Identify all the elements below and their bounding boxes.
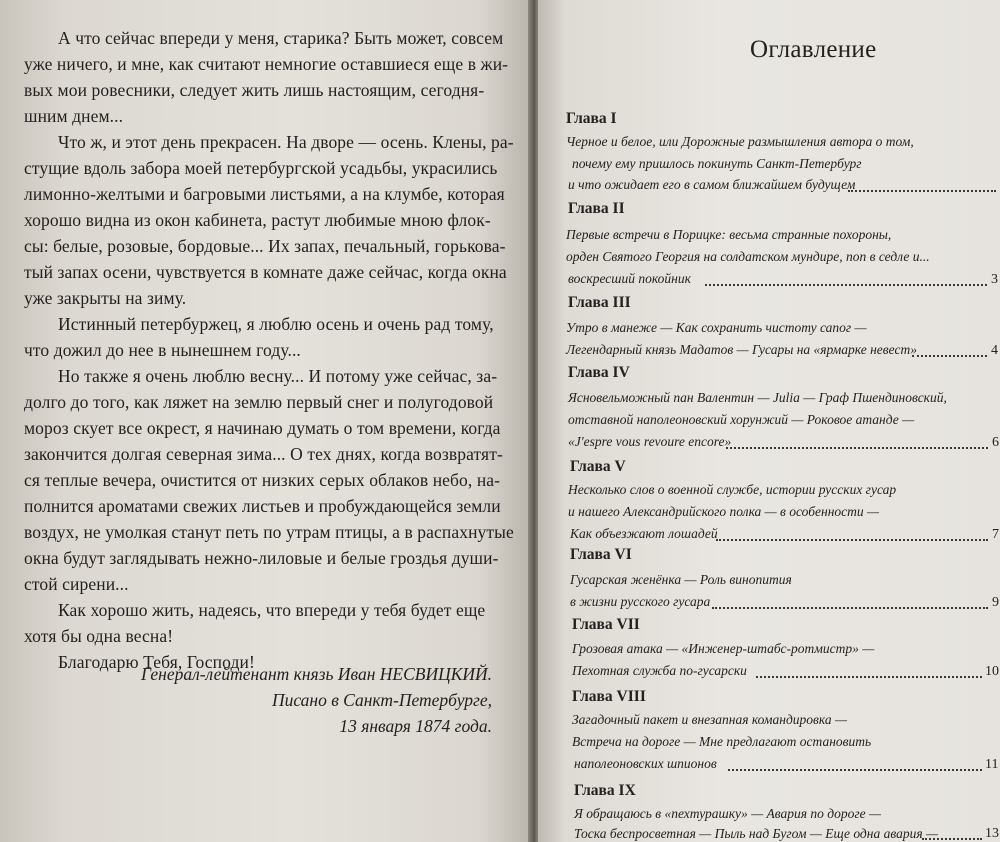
toc-page-number: 9 — [992, 595, 999, 610]
toc-chapter-line: Ясновельможный пан Валентин — Julia — Граф Пшендиновский, — [568, 390, 947, 405]
toc-chapter-line: и что ожидает его в самом ближайшем будущем — [568, 177, 856, 192]
toc-chapter-line: Несколько слов о военной службе, истории русских гусар — [568, 482, 897, 497]
toc-leader-dots — [726, 447, 988, 449]
toc-leader-dots — [912, 355, 987, 357]
text-line: А что сейчас впереди у меня, старика? Быть может, совсем — [58, 28, 504, 48]
toc-chapter-title: Глава VII — [572, 616, 640, 633]
toc-chapter-title: Глава III — [568, 294, 631, 311]
text-line: хорошо видна из окон кабинета, растут любимые мною флок- — [24, 210, 491, 230]
text-line: Благодарю Тебя, Господи! — [58, 652, 255, 672]
toc-page-number: 3 — [991, 272, 998, 287]
toc-leader-dots — [922, 838, 982, 840]
toc-chapter-line: воскресший покойник — [568, 271, 691, 286]
toc-chapter-line: Загадочный пакет и внезапная командировка — — [572, 712, 848, 727]
toc-leader-dots — [728, 769, 982, 771]
text-line: вых мои ровесники, следует жить лишь настоящим, сегодня- — [24, 80, 485, 100]
toc-chapter-line: отставной наполеоновский хорунжий — Роковое атанде — — [568, 412, 915, 427]
toc-chapter-title: Глава V — [570, 458, 626, 475]
toc-chapter-line: Черное и белое, или Дорожные размышления автора о том, — [566, 134, 914, 149]
text-line: лимонно-желтыми и багровыми листьями, а на клумбе, которая — [24, 184, 505, 204]
toc-chapter-line: Утро в манеже — Как сохранить чистоту сапог — — [566, 320, 867, 335]
text-line: Как хорошо жить, надеясь, что впереди у тебя будет еще — [58, 600, 486, 620]
toc-page-number: 7 — [992, 527, 999, 542]
toc-chapter-title: Глава IV — [568, 364, 630, 381]
toc-chapter-title: Глава II — [568, 200, 625, 217]
toc-chapter-line: почему ему пришлось покинуть Санкт-Петербург — [572, 156, 862, 171]
text-line: воздух, не умолкая станут петь по утрам птицы, а в распахнутые — [24, 522, 514, 542]
toc-chapter-title: Глава VIII — [572, 688, 646, 705]
text-line: Но также я очень люблю весну... И потому уже сейчас, за- — [58, 366, 498, 386]
toc-chapter-line: Первые встречи в Порицке: весьма странные похороны, — [566, 227, 892, 242]
toc-chapter-line: Встреча на дороге — Мне предлагают остановить — [572, 734, 872, 749]
toc-chapter-title: Глава IX — [574, 782, 636, 799]
text-line: ся теплые вечера, очистится от низких серых облаков небо, на- — [24, 470, 501, 490]
toc-leader-dots — [716, 539, 988, 541]
text-line: сы: белые, розовые, бордовые... Их запах, печальный, горькова- — [24, 236, 506, 256]
text-line: Истинный петербуржец, я люблю осень и очень рад тому, — [58, 314, 494, 334]
toc-chapter-title: Глава VI — [570, 546, 632, 563]
toc-chapter-line: Я обращаюсь в «пехтурашку» — Авария по дороге — — [574, 806, 882, 821]
text-line: уже ничего, и мне, как считают немногие оставшиеся еще в жи- — [24, 54, 509, 74]
toc-heading: Оглавление — [750, 36, 877, 63]
toc-page-number: 10 — [985, 664, 999, 679]
text-line: Что ж, и этот день прекрасен. На дворе — осень. Клены, ра- — [58, 132, 514, 152]
toc-chapter-line: орден Святого Георгия на солдатском мундире, поп в седле и... — [566, 249, 930, 264]
toc-chapter-line: в жизни русского гусара — [570, 594, 711, 609]
toc-page-number: 4 — [991, 343, 998, 358]
toc-leader-dots — [712, 607, 988, 609]
toc-chapter-line: Гусарская женёнка — Роль винопития — [570, 572, 792, 587]
text-line: закончится долгая северная зима... О тех днях, когда возвратят- — [24, 444, 503, 464]
toc-page-number: 6 — [992, 435, 999, 450]
toc-chapter-line: Тоска беспросветная — Пыль над Бугом — Еще одна авария — — [574, 826, 938, 841]
text-line: мороз скует все окрест, я начинаю думать о том времени, когда — [24, 418, 501, 438]
text-line: хотя бы одна весна! — [24, 626, 174, 646]
text-line: стущие вдоль забора моей петербургской усадьбы, украсились — [24, 158, 498, 178]
toc-chapter-line: «J'espre vous revoure encore» — [568, 434, 732, 449]
toc-chapter-line: наполеоновских шпионов — [574, 756, 717, 771]
text-line: окна будут заглядывать нежно-лиловые и белые гроздья души- — [24, 548, 499, 568]
toc-chapter-line: Легендарный князь Мадатов — Гусары на «ярмарке невест» — [566, 342, 917, 357]
toc-chapter-line: и нашего Александрийского полка — в особенности — — [568, 504, 880, 519]
text-line: шним днем... — [24, 106, 124, 126]
text-line: что дожил до нее в нынешнем году... — [24, 340, 301, 360]
toc-leader-dots — [705, 284, 987, 286]
signature-line: 13 января 1874 года. — [339, 716, 492, 736]
text-line: стой сирени... — [24, 574, 129, 594]
text-line: долго до того, как ляжет на землю первый снег и полугодовой — [24, 392, 494, 412]
toc-chapter-line: Как объезжают лошадей — [570, 526, 718, 541]
text-line: уже закрыты на зиму. — [24, 288, 187, 308]
toc-chapter-line: Пехотная служба по-гусарски — [572, 663, 747, 678]
toc-page-number: 13 — [985, 826, 999, 841]
signature-line: Писано в Санкт-Петербурге, — [271, 690, 492, 710]
text-line: полнится ароматами свежих листьев и пробуждающейся земли — [24, 496, 501, 516]
toc-leader-dots — [756, 676, 982, 678]
toc-page-number: 11 — [985, 757, 999, 772]
toc-leader-dots — [848, 190, 996, 192]
signature-line: Генерал-лейтенант князь Иван НЕСВИЦКИЙ. — [140, 664, 492, 684]
toc-chapter-line: Грозовая атака — «Инженер-штабс-ротмистр» — — [572, 641, 875, 656]
text-line: тый запах осени, чувствуется в комнате даже сейчас, когда окна — [24, 262, 507, 282]
toc-chapter-title: Глава I — [566, 110, 617, 127]
